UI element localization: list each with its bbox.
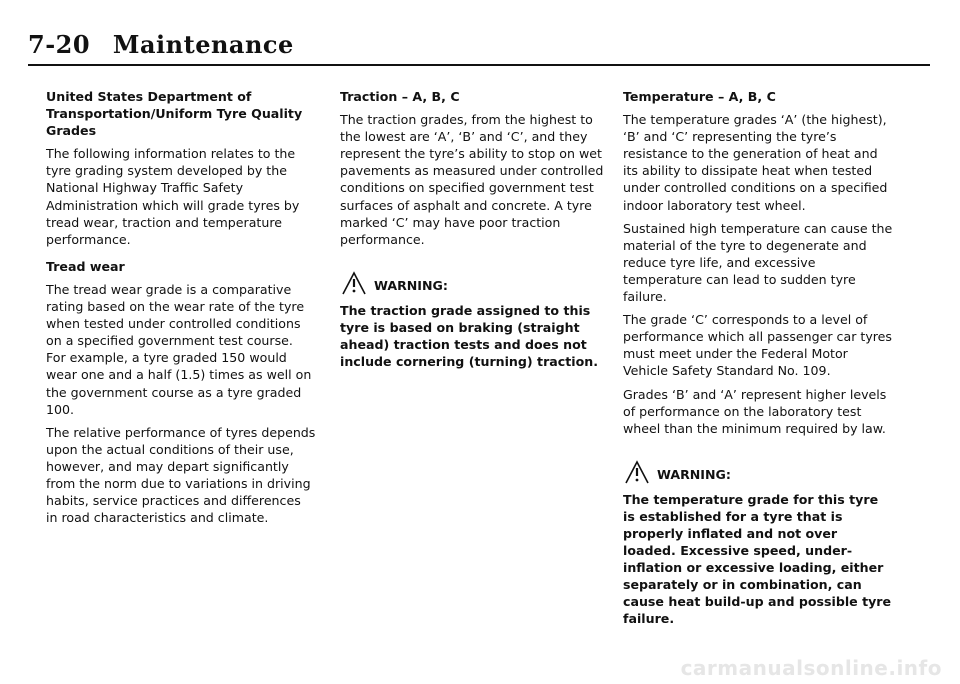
warning-triangle-icon (340, 270, 368, 296)
traction-heading: Traction – A, B, C (340, 89, 460, 104)
grades-b-a-paragraph: Grades ‘B’ and ‘A’ represent higher levels of performance on the laboratory test wheel than the minimum required by law. (623, 386, 887, 436)
temperature-warning (623, 459, 893, 628)
sustained-temperature-paragraph: Sustained high temperature can cause the material of the tyre to degenerate and reduce tyre life, and excessive temperature can lead to sudden tyre failure. (623, 220, 893, 305)
warning-title: WARNING: (374, 277, 448, 293)
tread-wear-paragraph: The tread wear grade is a comparative rating based on the wear rate of the tyre when tested under controlled conditions on a specified government test course. For example, a tyre graded 150 would wear one and a half (1.5) times as well on the government course as a tyre graded 100. (46, 281, 312, 417)
tread-wear-heading: Tread wear (46, 258, 125, 274)
traction-warning (340, 270, 610, 370)
intro-paragraph: The following information relates to the tyre grading system developed by the National Highway Traffic Safety Administration which will grade tyres by tread wear, traction and temperature performance. (46, 146, 300, 247)
watermark: carmanualsonline.info (680, 656, 942, 680)
temperature-heading: Temperature – A, B, C (623, 89, 776, 104)
utqg-heading: United States Department of Transportation/Uniform Tyre Quality Grades (46, 89, 303, 139)
warning-text: The temperature grade for this tyre is established for a tyre that is properly inflated and not over loaded. Excessive speed, under-inflation or excessive loading, either separately or in combination, can cause heat build-up and possible tyre failure. (623, 491, 892, 627)
warning-text: The traction grade assigned to this tyre is based on braking (straight ahead) traction tests and does not include cornering (turning) traction. (340, 302, 598, 370)
grade-c-paragraph: The grade ‘C’ corresponds to a level of performance which all passenger car tyres must meet under the Federal Motor Vehicle Safety Standard No. 109. (623, 312, 892, 379)
column-3 (623, 88, 893, 628)
relative-performance-paragraph: The relative performance of tyres depends upon the actual conditions of their use, however, and may depart significantly from the norm due to variations in driving habits, service practices and differences in road characteristics and climate. (46, 424, 316, 526)
page-number: 7-20 (28, 30, 91, 59)
traction-paragraph: The traction grades, from the highest to the lowest are ‘A’, ‘B’ and ‘C’, and they represent the tyre’s ability to stop on wet pavements as measured under controlled conditions on specified government test surfaces of asphalt and concrete. A tyre marked ‘C’ may have poor traction performance. (340, 112, 604, 247)
temperature-paragraph: The temperature grades ‘A’ (the highest), ‘B’ and ‘C’ representing the tyre’s resistance to the generation of heat and its ability to dissipate heat when tested under controlled conditions on a specified indoor laboratory test wheel. (623, 112, 888, 213)
header-rule (28, 64, 930, 66)
column-2 (340, 88, 610, 370)
section-title: Maintenance (112, 30, 294, 59)
warning-triangle-icon (623, 459, 651, 485)
warning-title: WARNING: (657, 466, 731, 482)
page-header (28, 30, 930, 59)
column-1 (46, 88, 316, 532)
